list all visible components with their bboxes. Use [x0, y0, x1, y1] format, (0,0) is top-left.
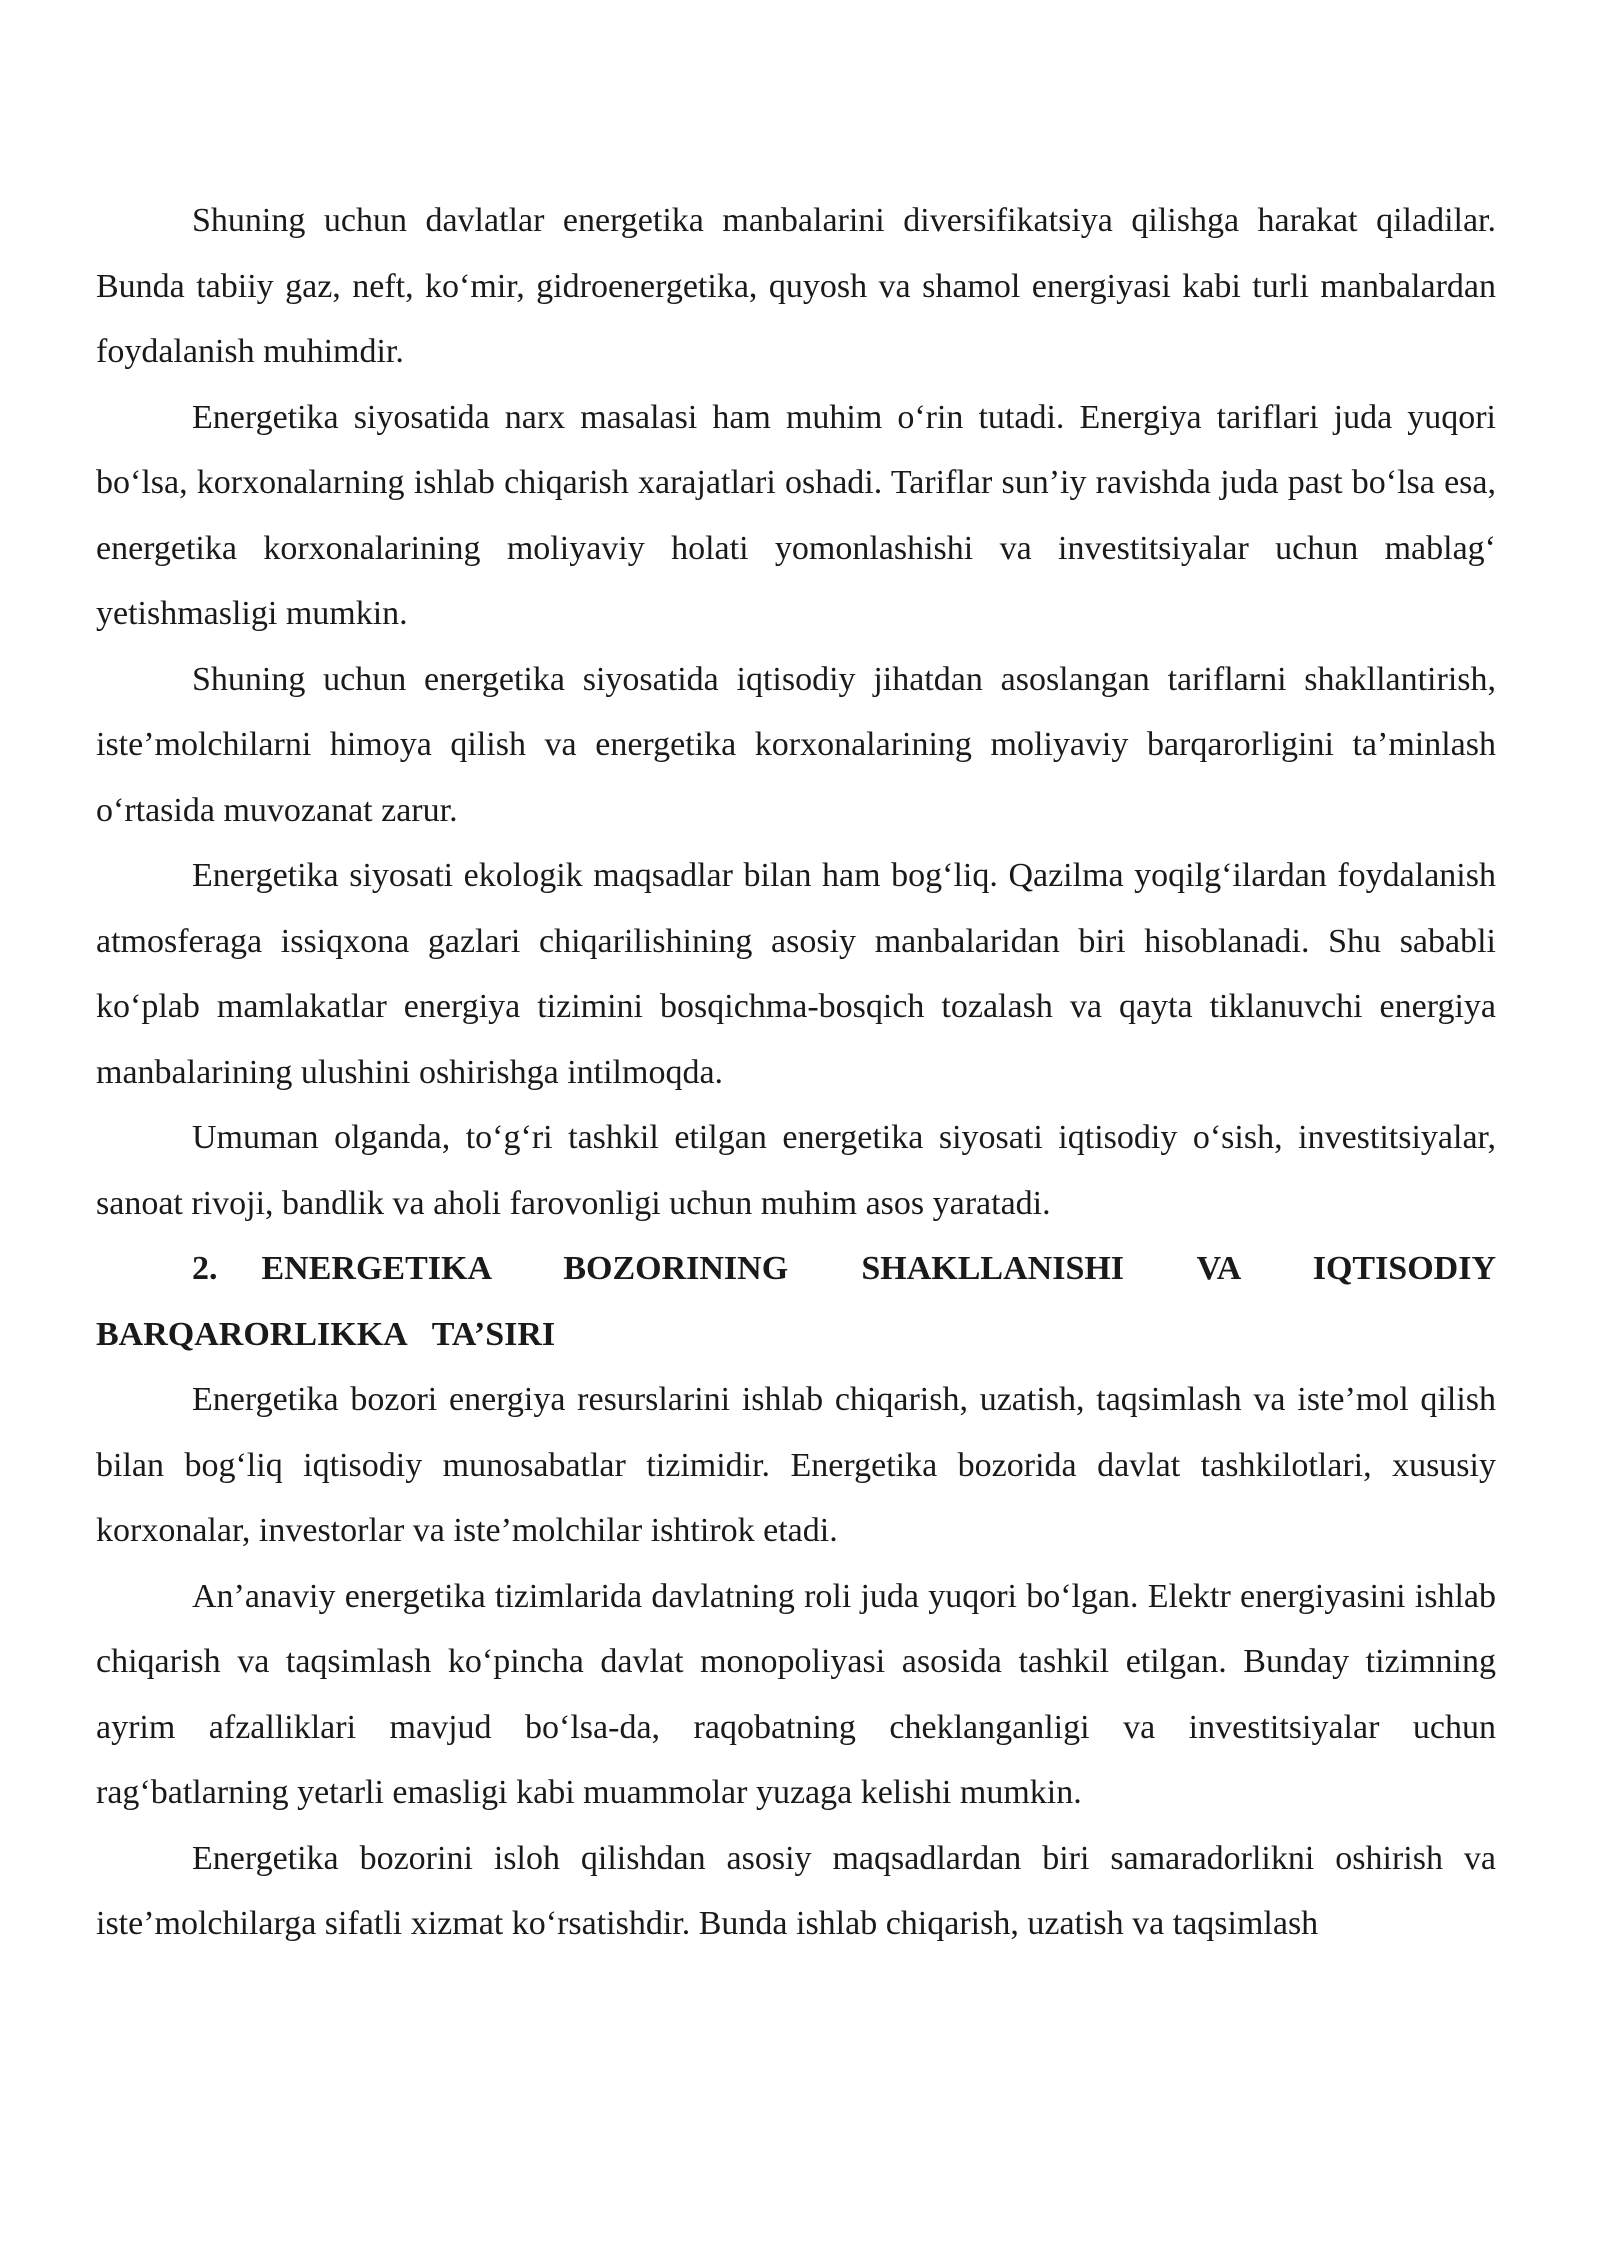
body-paragraph: Energetika bozorini isloh qilishdan asosiy maqsadlardan biri samaradorlikni oshirish va iste’molchilarga sifatli xizmat ko‘rsatishdir. Bunda ishlab chiqarish, uzatish va taqsimlash	[96, 1839, 1496, 1942]
body-paragraph: Shuning uchun davlatlar energetika manbalarini diversifikatsiya qilishga harakat qiladilar. Bunda tabiiy gaz, neft, ko‘mir, gidroenergetika, quyosh va shamol energiyasi kabi turli manbalardan foydalanish muhimdir.	[96, 202, 1496, 370]
body-paragraph: Energetika bozori energiya resurslarini ishlab chiqarish, uzatish, taqsimlash va iste’mol qilish bilan bog‘liq iqtisodiy munosabatlar tizimidir. Energetika bozorida davlat tashkilotlari, xususiy korxonalar, investorlar va iste’molchilar ishtirok etadi.	[96, 1381, 1496, 1549]
body-paragraph: Shuning uchun energetika siyosatida iqtisodiy jihatdan asoslangan tariflarni shakllantirish, iste’molchilarni himoya qilish va energetika korxonalarining moliyaviy barqarorligini ta’minlash o‘rtasida muvozanat zarur.	[96, 660, 1496, 829]
section-heading-number: 2.	[192, 1250, 218, 1287]
body-paragraph: Umuman olganda, to‘g‘ri tashkil etilgan energetika siyosati iqtisodiy o‘sish, investitsiyalar, sanoat rivoji, bandlik va aholi farovonligi uchun muhim asos yaratadi.	[96, 1119, 1496, 1222]
body-paragraph: Energetika siyosatida narx masalasi ham muhim o‘rin tutadi. Energiya tariflari juda yuqori bo‘lsa, korxonalarning ishlab chiqarish xarajatlari oshadi. Tariflar sun’iy ravishda juda past bo‘lsa esa, energetika korxonalarining moliyaviy holati yomonlashishi va investitsiyalar uchun mablag‘ yetishmasligi mumkin.	[96, 398, 1496, 632]
body-paragraph: Energetika siyosati ekologik maqsadlar bilan ham bog‘liq. Qazilma yoqilg‘ilardan foydalanish atmosferaga issiqxona gazlari chiqarilishining asosiy manbalaridan biri hisoblanadi. Shu sababli ko‘plab mamlakatlar energiya tizimini bosqichma-bosqich tozalash va qayta tiklanuvchi energiya manbalarining ulushini oshirishga intilmoqda.	[96, 857, 1496, 1091]
document-page	[96, 188, 1496, 1957]
section-heading-title: ENERGETIKA BOZORINING SHAKLLANISHI VA IQTISODIY BARQARORLIKKA TA’SIRI	[96, 1250, 1496, 1353]
section-heading	[96, 1236, 1496, 1367]
body-paragraph: An’anaviy energetika tizimlarida davlatning roli juda yuqori bo‘lgan. Elektr energiyasini ishlab chiqarish va taqsimlash ko‘pincha davlat monopoliyasi asosida tashkil etilgan. Bunday tizimning ayrim afzalliklari mavjud bo‘lsa-da, raqobatning cheklanganligi va investitsiyalar uchun rag‘batlarning yetarli emasligi kabi muammolar yuzaga kelishi mumkin.	[96, 1577, 1496, 1811]
